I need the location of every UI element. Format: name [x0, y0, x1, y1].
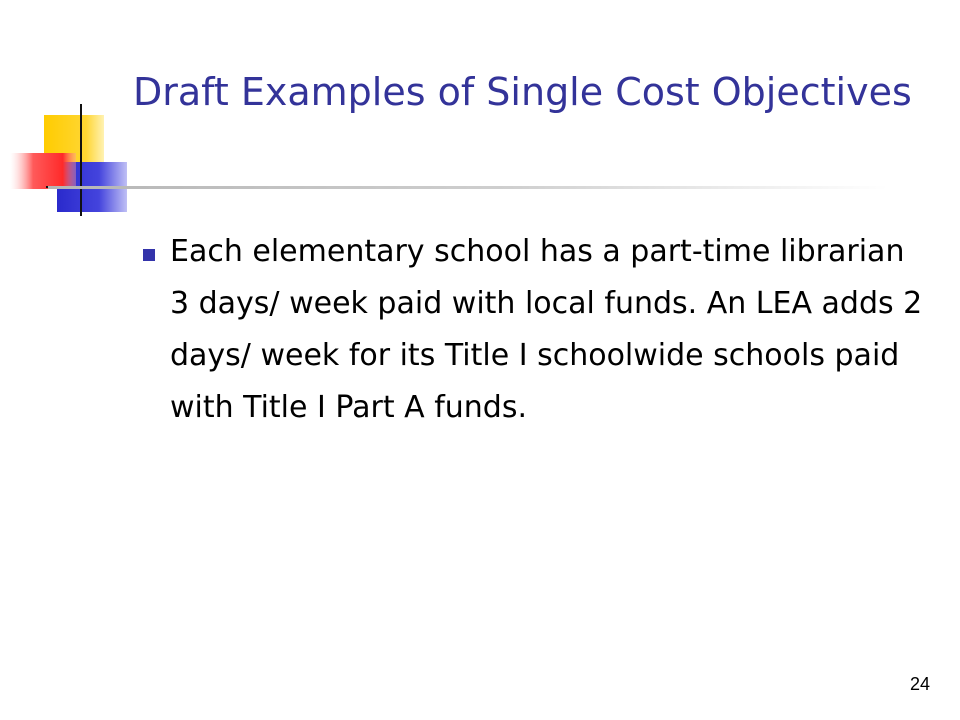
slide-number: 24 [909, 674, 931, 694]
title-underline [48, 186, 888, 189]
bullet-text: Each elementary school has a part-time librarian 3 days/ week paid with local funds. An LEA adds 2 days/ week for its Title I schoolwide schools paid with Title I Part A funds. [170, 234, 923, 425]
slide-title: Draft Examples of Single Cost Objectives [133, 70, 912, 114]
red-bar [10, 153, 76, 189]
square-bullet-icon [143, 249, 155, 261]
decorative-squares-logo [0, 0, 140, 230]
bullet-item [140, 226, 940, 434]
bullet-list [140, 226, 940, 434]
